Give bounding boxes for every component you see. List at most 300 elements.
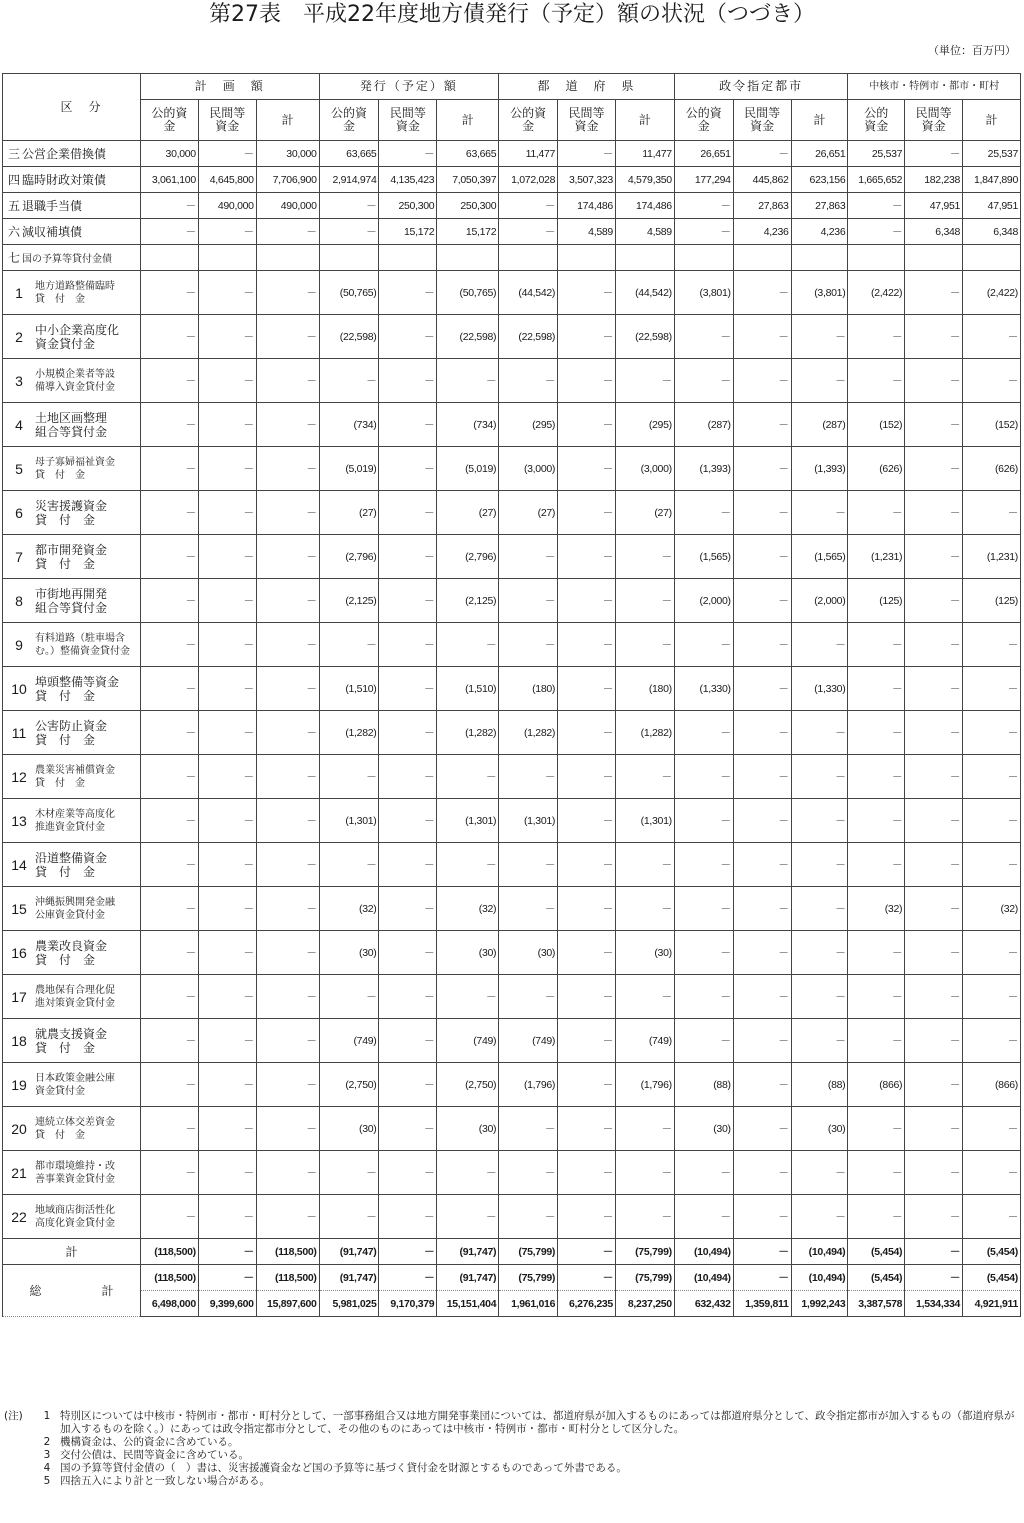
row-number: 10 <box>11 680 27 697</box>
value-cell: (749) <box>319 1019 379 1063</box>
value-cell: (2,796) <box>437 535 499 579</box>
row-kanji-number: 六 <box>7 225 20 239</box>
value-cell: － <box>141 193 199 219</box>
value-cell: － <box>256 843 319 887</box>
value-cell: (749) <box>615 1019 674 1063</box>
value-cell: 27,863 <box>733 193 791 219</box>
value-cell: (30) <box>674 1107 733 1151</box>
value-cell: － <box>733 1063 791 1107</box>
value-cell: － <box>733 931 791 975</box>
row-label <box>3 755 141 799</box>
value-cell: 1,359,811 <box>733 1291 791 1317</box>
value-cell: (44,542) <box>499 271 558 315</box>
row-label-line2: 資金貸付金 <box>35 1085 85 1097</box>
row-label-text <box>35 1116 115 1142</box>
total-label-text: 総 計 <box>29 1284 138 1298</box>
note-item <box>4 1462 1020 1475</box>
header-sub-public: 公的資金 <box>674 100 733 141</box>
value-cell: － <box>379 1265 437 1291</box>
header-sub-private: 民間等資金 <box>379 100 437 141</box>
row-label-text: 退職手当債 <box>22 199 83 213</box>
value-cell: (44,542) <box>615 271 674 315</box>
value-cell: － <box>499 1107 558 1151</box>
value-cell: (2,000) <box>674 579 733 623</box>
value-cell: － <box>905 271 963 315</box>
value-cell: (88) <box>674 1063 733 1107</box>
value-cell: － <box>437 755 499 799</box>
row-label-line2: む。）整備資金貸付金 <box>35 645 130 657</box>
value-cell: － <box>848 799 905 843</box>
value-cell: 26,651 <box>791 141 848 167</box>
value-cell: － <box>256 799 319 843</box>
value-cell: － <box>198 315 256 359</box>
note-head: (注) <box>4 1410 23 1422</box>
value-cell: － <box>379 447 437 491</box>
value-cell: (1,510) <box>319 667 379 711</box>
value-cell: 490,000 <box>256 193 319 219</box>
value-cell: (3,000) <box>499 447 558 491</box>
value-cell: － <box>963 755 1021 799</box>
value-cell: － <box>379 271 437 315</box>
value-cell: (1,565) <box>674 535 733 579</box>
value-cell: － <box>791 755 848 799</box>
row-number: 13 <box>11 812 27 829</box>
table-row <box>3 1107 1021 1151</box>
value-cell: － <box>256 887 319 931</box>
value-cell: － <box>499 219 558 245</box>
table-row <box>3 167 1021 193</box>
value-cell: (866) <box>963 1063 1021 1107</box>
value-cell: － <box>905 1239 963 1265</box>
row-label-text <box>35 543 107 571</box>
value-cell: － <box>615 887 674 931</box>
value-cell: － <box>198 931 256 975</box>
value-cell: (125) <box>848 579 905 623</box>
table-row <box>3 141 1021 167</box>
value-cell: － <box>733 1151 791 1195</box>
row-label <box>3 711 141 755</box>
value-cell: － <box>141 219 199 245</box>
value-cell: － <box>733 799 791 843</box>
value-cell: 9,170,379 <box>379 1291 437 1317</box>
value-cell: (180) <box>499 667 558 711</box>
row-label <box>3 799 141 843</box>
value-cell: (2,796) <box>319 535 379 579</box>
value-cell: (1,231) <box>848 535 905 579</box>
value-cell: － <box>733 711 791 755</box>
value-cell: 3,507,323 <box>558 167 616 193</box>
row-label-line1: 農業改良資金 <box>35 938 108 953</box>
value-cell: (287) <box>674 403 733 447</box>
row-label-line1: 小規模企業者等設 <box>35 368 115 380</box>
value-cell: (295) <box>499 403 558 447</box>
row-label <box>3 1019 141 1063</box>
value-cell: (5,454) <box>963 1265 1021 1291</box>
value-cell: (118,500) <box>256 1239 319 1265</box>
row-label-text <box>35 808 115 834</box>
value-cell: (2,750) <box>437 1063 499 1107</box>
value-cell: － <box>848 219 905 245</box>
value-cell: (1,282) <box>499 711 558 755</box>
row-label <box>3 403 141 447</box>
value-cell: － <box>674 755 733 799</box>
row-label-line2: 推進資金貸付金 <box>35 821 105 833</box>
row-label-line2: 資金貸付金 <box>35 336 96 351</box>
row-label-text: 臨時財政対策債 <box>22 173 107 187</box>
value-cell: － <box>558 1265 616 1291</box>
value-cell: (22,598) <box>319 315 379 359</box>
note-text: 国の予算等貸付金債の（ ）書は、災害援護資金など国の予算等に基づく貸付金を財源とするものであって外書である。 <box>60 1462 627 1474</box>
value-cell: － <box>379 623 437 667</box>
row-label-line1: 地域商店街活性化 <box>35 1204 115 1216</box>
row-label <box>3 245 141 271</box>
value-cell: (295) <box>615 403 674 447</box>
row-label-line2: 貸 付 金 <box>35 293 85 305</box>
value-cell: － <box>141 931 199 975</box>
row-label-text <box>35 368 115 394</box>
table-row <box>3 975 1021 1019</box>
value-cell: － <box>905 359 963 403</box>
header-sub-private: 民間等資金 <box>733 100 791 141</box>
value-cell: (1,301) <box>437 799 499 843</box>
value-cell: － <box>198 1239 256 1265</box>
value-cell: － <box>141 1107 199 1151</box>
value-cell: － <box>733 447 791 491</box>
row-label-text <box>35 939 107 967</box>
table-row <box>3 219 1021 245</box>
value-cell: － <box>733 843 791 887</box>
row-label <box>3 843 141 887</box>
value-cell: 1,961,016 <box>499 1291 558 1317</box>
row-number: 8 <box>15 592 23 609</box>
value-cell: (3,801) <box>674 271 733 315</box>
value-cell: (2,000) <box>791 579 848 623</box>
value-cell: 47,951 <box>905 193 963 219</box>
row-label <box>3 447 141 491</box>
total-row <box>3 1291 1021 1317</box>
value-cell: － <box>733 141 791 167</box>
value-cell: － <box>319 193 379 219</box>
value-cell: － <box>733 667 791 711</box>
value-cell: － <box>674 219 733 245</box>
row-label-line1: 土地区画整理 <box>35 410 108 425</box>
value-cell: 15,151,404 <box>437 1291 499 1317</box>
row-label-line2: 貸 付 金 <box>35 952 96 967</box>
value-cell: － <box>963 799 1021 843</box>
value-cell: － <box>674 193 733 219</box>
value-cell: － <box>141 843 199 887</box>
value-cell: － <box>791 931 848 975</box>
table-row <box>3 931 1021 975</box>
row-number: 4 <box>15 416 23 433</box>
value-cell: (27) <box>437 491 499 535</box>
value-cell: － <box>256 535 319 579</box>
value-cell <box>198 245 256 271</box>
value-cell: － <box>558 359 616 403</box>
value-cell: (30) <box>437 1107 499 1151</box>
value-cell: － <box>674 315 733 359</box>
value-cell: (1,330) <box>791 667 848 711</box>
value-cell: (30) <box>437 931 499 975</box>
note-head <box>4 1475 34 1488</box>
value-cell: － <box>674 931 733 975</box>
row-number: 16 <box>11 944 27 961</box>
value-cell: － <box>848 1195 905 1239</box>
value-cell: － <box>141 1195 199 1239</box>
value-cell: － <box>256 1063 319 1107</box>
value-cell: － <box>733 1019 791 1063</box>
value-cell <box>141 245 199 271</box>
value-cell: － <box>379 931 437 975</box>
value-cell: － <box>256 403 319 447</box>
value-cell: － <box>256 1151 319 1195</box>
value-cell: － <box>733 755 791 799</box>
note-item <box>4 1410 1020 1436</box>
value-cell: － <box>256 975 319 1019</box>
value-cell: (5,019) <box>437 447 499 491</box>
value-cell: － <box>198 403 256 447</box>
value-cell: － <box>963 667 1021 711</box>
subtotal-label-text: 計 <box>65 1245 78 1259</box>
value-cell: － <box>905 1019 963 1063</box>
value-cell: (91,747) <box>437 1265 499 1291</box>
value-cell: － <box>141 447 199 491</box>
value-cell: － <box>963 1107 1021 1151</box>
value-cell: － <box>558 667 616 711</box>
value-cell: － <box>963 1019 1021 1063</box>
value-cell: (118,500) <box>141 1265 199 1291</box>
value-cell: － <box>905 843 963 887</box>
row-number: 1 <box>15 284 23 301</box>
value-cell: (1,282) <box>437 711 499 755</box>
value-cell: － <box>198 843 256 887</box>
row-kanji-number: 三 <box>7 147 20 161</box>
row-label-text: 国の予算等貸付金債 <box>22 254 112 265</box>
value-cell: － <box>791 711 848 755</box>
note-number: 5 <box>43 1475 51 1487</box>
value-cell: － <box>905 535 963 579</box>
value-cell: (50,765) <box>319 271 379 315</box>
row-label-line2: 貸 付 金 <box>35 688 96 703</box>
row-label-line2: 組合等貸付金 <box>35 600 108 615</box>
value-cell: (75,799) <box>615 1239 674 1265</box>
value-cell: (1,282) <box>319 711 379 755</box>
value-cell: － <box>499 887 558 931</box>
value-cell: － <box>791 887 848 931</box>
value-cell: (734) <box>319 403 379 447</box>
value-cell: (75,799) <box>499 1265 558 1291</box>
value-cell: (50,765) <box>437 271 499 315</box>
row-number: 5 <box>15 460 23 477</box>
row-label-text <box>35 675 119 703</box>
value-cell: － <box>905 491 963 535</box>
value-cell: (1,301) <box>615 799 674 843</box>
value-cell: 4,579,350 <box>615 167 674 193</box>
value-cell: 6,276,235 <box>558 1291 616 1317</box>
row-label <box>3 975 141 1019</box>
value-cell: － <box>141 315 199 359</box>
value-cell: － <box>141 799 199 843</box>
value-cell: － <box>558 447 616 491</box>
value-cell: － <box>791 491 848 535</box>
note-item <box>4 1475 1020 1488</box>
row-label-line2: 貸 付 金 <box>35 777 85 789</box>
value-cell: － <box>256 219 319 245</box>
value-cell: 1,534,334 <box>905 1291 963 1317</box>
value-cell: － <box>141 1063 199 1107</box>
value-cell: 4,921,911 <box>963 1291 1021 1317</box>
value-cell: － <box>963 1195 1021 1239</box>
value-cell: － <box>615 755 674 799</box>
value-cell: － <box>791 975 848 1019</box>
row-label-line1: 有料道路（駐車場含 <box>35 632 125 644</box>
value-cell: (5,454) <box>848 1239 905 1265</box>
value-cell: － <box>141 359 199 403</box>
value-cell: 4,135,423 <box>379 167 437 193</box>
table-row <box>3 667 1021 711</box>
value-cell: (22,598) <box>437 315 499 359</box>
value-cell: － <box>558 315 616 359</box>
row-number: 3 <box>15 372 23 389</box>
value-cell: (1,231) <box>963 535 1021 579</box>
value-cell: (27) <box>615 491 674 535</box>
value-cell: 4,236 <box>733 219 791 245</box>
value-cell: － <box>379 141 437 167</box>
header-sub-private: 民間等資金 <box>198 100 256 141</box>
value-cell: (91,747) <box>437 1239 499 1265</box>
value-cell: － <box>256 315 319 359</box>
total-row <box>3 1265 1021 1291</box>
note-number: 3 <box>43 1449 51 1461</box>
value-cell: － <box>558 755 616 799</box>
value-cell: (118,500) <box>141 1239 199 1265</box>
value-cell: － <box>905 931 963 975</box>
value-cell: (1,796) <box>615 1063 674 1107</box>
table-row <box>3 843 1021 887</box>
value-cell: (626) <box>848 447 905 491</box>
value-cell: 2,914,974 <box>319 167 379 193</box>
value-cell: － <box>615 623 674 667</box>
row-label-line2: 高度化資金貸付金 <box>35 1217 115 1229</box>
value-cell: － <box>256 359 319 403</box>
value-cell <box>674 245 733 271</box>
row-number: 12 <box>11 768 27 785</box>
value-cell: (5,454) <box>963 1239 1021 1265</box>
row-number: 22 <box>11 1208 27 1225</box>
value-cell: － <box>905 1195 963 1239</box>
value-cell: － <box>379 1107 437 1151</box>
subtotal-label <box>3 1239 141 1265</box>
value-cell: － <box>141 1019 199 1063</box>
row-label-text <box>35 323 119 351</box>
value-cell: － <box>558 1063 616 1107</box>
row-label <box>3 193 141 219</box>
value-cell: － <box>733 887 791 931</box>
row-number: 11 <box>11 724 27 741</box>
value-cell <box>499 245 558 271</box>
value-cell: 632,432 <box>674 1291 733 1317</box>
row-number: 7 <box>15 548 23 565</box>
value-cell: － <box>558 623 616 667</box>
value-cell: － <box>905 579 963 623</box>
value-cell: － <box>379 667 437 711</box>
row-kanji-number: 四 <box>7 173 20 187</box>
notes <box>4 1410 1020 1488</box>
row-label-text <box>35 411 107 439</box>
row-label <box>3 1107 141 1151</box>
value-cell: (626) <box>963 447 1021 491</box>
value-cell: (10,494) <box>674 1239 733 1265</box>
value-cell: － <box>141 755 199 799</box>
header-kubun: 区 分 <box>3 74 141 141</box>
value-cell: － <box>615 579 674 623</box>
table-row <box>3 245 1021 271</box>
row-label-text <box>35 896 115 922</box>
value-cell: － <box>615 535 674 579</box>
value-cell: － <box>558 1195 616 1239</box>
value-cell: (287) <box>791 403 848 447</box>
value-cell: － <box>499 193 558 219</box>
header-sub-total: 計 <box>963 100 1021 141</box>
value-cell: 1,992,243 <box>791 1291 848 1317</box>
table-row <box>3 579 1021 623</box>
value-cell: － <box>733 623 791 667</box>
value-cell: － <box>437 1151 499 1195</box>
value-cell: － <box>674 711 733 755</box>
value-cell: － <box>963 359 1021 403</box>
value-cell: － <box>963 1151 1021 1195</box>
row-label-text <box>35 764 115 790</box>
value-cell: － <box>141 623 199 667</box>
row-label-text: 公営企業借換債 <box>22 147 107 161</box>
value-cell: － <box>256 271 319 315</box>
row-label-line1: 地方道路整備臨時 <box>35 280 115 292</box>
header-sub-public: 公的資金 <box>848 100 905 141</box>
table-row <box>3 1195 1021 1239</box>
row-label-line2: 善事業資金貸付金 <box>35 1173 115 1185</box>
value-cell: － <box>379 315 437 359</box>
value-cell: － <box>674 799 733 843</box>
value-cell: － <box>558 843 616 887</box>
value-cell: － <box>791 799 848 843</box>
row-number: 14 <box>11 856 27 873</box>
value-cell: － <box>319 843 379 887</box>
value-cell: － <box>499 535 558 579</box>
value-cell: (125) <box>963 579 1021 623</box>
value-cell: － <box>256 447 319 491</box>
value-cell: － <box>499 1151 558 1195</box>
value-cell: (30) <box>499 931 558 975</box>
row-label-line2: 貸 付 金 <box>35 469 85 481</box>
header-group-issued: 発行（予定）額 <box>319 74 499 100</box>
value-cell: － <box>141 975 199 1019</box>
value-cell: － <box>791 359 848 403</box>
value-cell <box>615 245 674 271</box>
value-cell: (75,799) <box>499 1239 558 1265</box>
value-cell: (91,747) <box>319 1239 379 1265</box>
value-cell: － <box>674 1151 733 1195</box>
value-cell: (3,000) <box>615 447 674 491</box>
value-cell: (5,019) <box>319 447 379 491</box>
row-label-line1: 農業災害補償資金 <box>35 764 115 776</box>
value-cell: － <box>558 887 616 931</box>
table-row <box>3 447 1021 491</box>
value-cell: (180) <box>615 667 674 711</box>
value-cell: － <box>141 887 199 931</box>
value-cell: － <box>791 1151 848 1195</box>
row-label-line2: 貸 付 金 <box>35 1040 96 1055</box>
row-label <box>3 219 141 245</box>
